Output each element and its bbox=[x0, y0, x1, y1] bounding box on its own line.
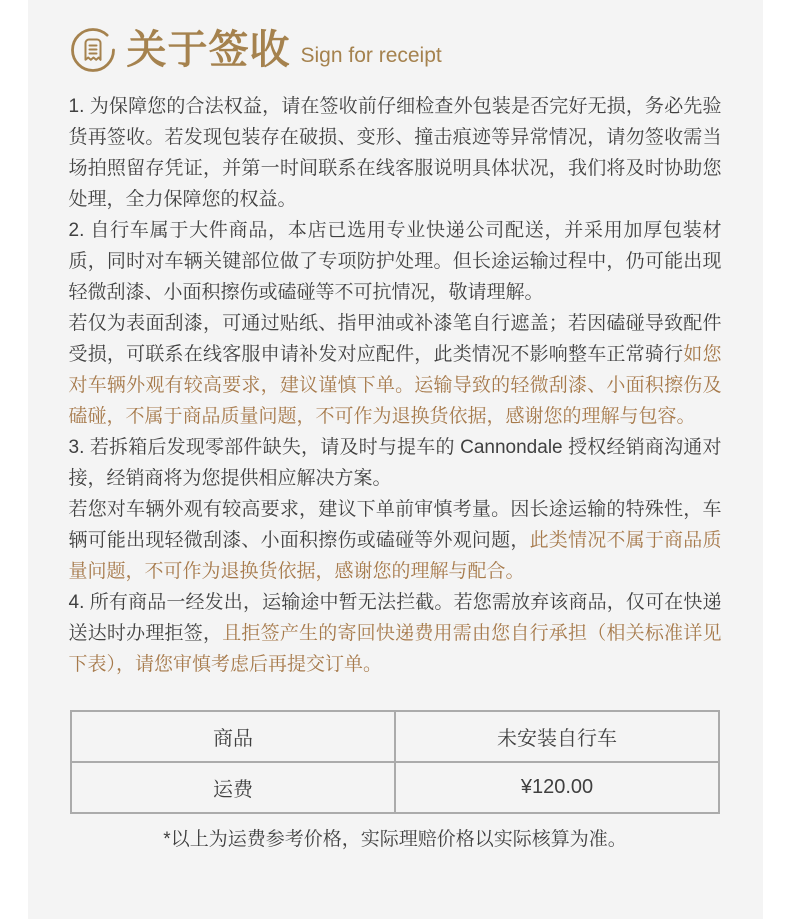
table-cell-product-label: 商品 bbox=[71, 711, 395, 762]
notice-highlight-text: 且拒签产生的寄回快递费用需由您自行承担（相关标准详见下表），请您审慎考虑后再提交订单。 bbox=[68, 623, 722, 675]
notice-text: 3. 若拆箱后发现零部件缺失，请及时与提车的 Cannondale 授权经销商沟通对接，经销商将为您提供相应解决方案。 bbox=[68, 437, 722, 489]
notice-text: 1. 为保障您的合法权益，请在签收前仔细检查外包装是否完好无损，务必先验货再签收。若发现包装存在破损、变形、撞击痕迹等异常情况，请勿签收需当场拍照留存凭证，并第一时间联系在线客服说明具体状况，我们将及时协助您处理，全力保障您的权益。 bbox=[68, 96, 722, 210]
footnote: *以上为运费参考价格，实际理赔价格以实际核算为准。 bbox=[163, 829, 627, 850]
notice-text: 4. 所有商品一经发出，运输途中暂无法拦截。若您需放弃该商品，仅可在快递送达时办理拒签， bbox=[68, 592, 722, 644]
table-cell-product-value: 未安装自行车 bbox=[395, 711, 719, 762]
notice-highlight-text: 如您对车辆外观有较高要求，建议谨慎下单。运输导致的轻微刮漆、小面积擦伤及磕碰，不属于商品质量问题，不可作为退换货依据，感谢您的理解与包容。 bbox=[68, 344, 722, 427]
notice-text: 若您对车辆外观有较高要求，建议下单前审慎考量。因长途运输的特殊性，车辆可能出现轻微刮漆、小面积擦伤或磕碰等外观问题， bbox=[68, 499, 722, 551]
table-row bbox=[71, 762, 719, 813]
table-cell-freight-label: 运费 bbox=[71, 762, 395, 813]
section-title: 关于签收 bbox=[126, 28, 291, 72]
section-header bbox=[69, 26, 722, 74]
notice-text: 若仅为表面刮漆，可通过贴纸、指甲油或补漆笔自行遮盖；若因磕碰导致配件受损，可联系在线客服申请补发对应配件，此类情况不影响整车正常骑行 bbox=[68, 313, 722, 365]
notice-paragraph-6 bbox=[69, 587, 722, 680]
notice-text-block bbox=[69, 91, 722, 680]
receipt-icon bbox=[69, 26, 117, 74]
notice-paragraph-2 bbox=[69, 215, 722, 308]
notice-highlight-text: 此类情况不属于商品质量问题，不可作为退换货依据，感谢您的理解与配合。 bbox=[68, 530, 722, 582]
notice-paragraph-3 bbox=[69, 308, 722, 432]
notice-paragraph-4 bbox=[69, 432, 722, 494]
shipping-fee-table bbox=[70, 710, 720, 814]
notice-paragraph-1 bbox=[69, 91, 722, 215]
table-row bbox=[71, 711, 719, 762]
sign-for-receipt-panel bbox=[28, 0, 763, 919]
section-subtitle: Sign for receipt bbox=[300, 44, 442, 67]
table-cell-freight-value: ¥120.00 bbox=[395, 762, 719, 813]
notice-paragraph-5 bbox=[69, 494, 722, 587]
notice-text: 2. 自行车属于大件商品，本店已选用专业快递公司配送，并采用加厚包装材质，同时对车辆关键部位做了专项防护处理。但长途运输过程中，仍可能出现轻微刮漆、小面积擦伤或磕碰等不可抗情况，敬请理解。 bbox=[68, 220, 722, 303]
